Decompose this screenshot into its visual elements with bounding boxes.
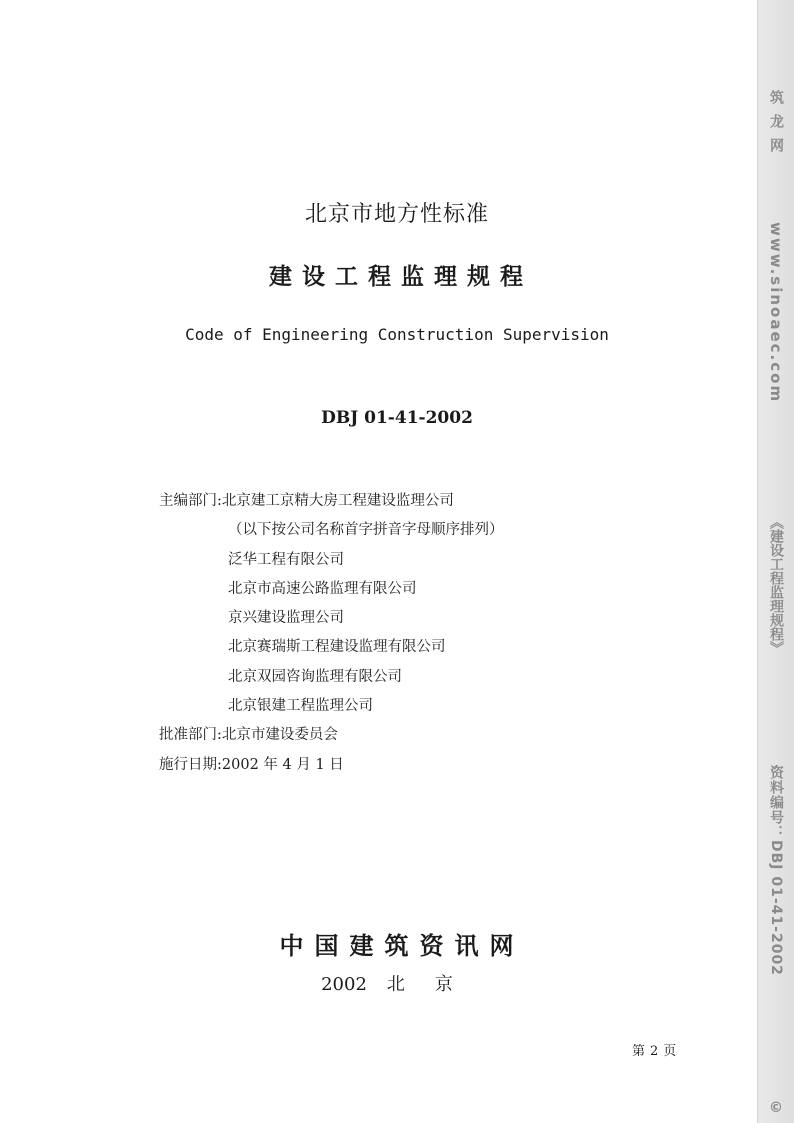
page-number-value: 2: [650, 1044, 659, 1059]
publication-city: 北京: [386, 974, 483, 995]
standard-code: DBJ 01-41-2002: [321, 408, 473, 428]
participant-note: （以下按公司名称首字拼音字母顺序排列）: [228, 522, 504, 539]
sidebar-document-code: 资料编号：DBJ 01-41-2002: [768, 765, 784, 976]
effective-date-row: [159, 751, 504, 780]
approval-row: [159, 721, 504, 750]
effective-date-value: 2002 年 4 月 1 日: [221, 756, 344, 773]
participant-company: 京兴建设监理公司: [228, 610, 344, 627]
chief-editor-label: 主编部门:: [159, 493, 222, 509]
sidebar-url: www.sinoaec.com: [767, 222, 785, 404]
publication-place: [0, 970, 794, 996]
participant-company: 北京双园咨询监理有限公司: [228, 668, 402, 685]
effective-date-label: 施行日期:: [159, 756, 222, 773]
sidebar-book-title: 《建设工程监理规程》: [768, 515, 784, 655]
approval-value: 北京市建设委员会: [221, 727, 338, 744]
chief-editor-row: [159, 487, 504, 516]
page-prefix: 第: [632, 1044, 646, 1059]
participant-company: 北京市高速公路监理有限公司: [228, 580, 417, 597]
document-title: 建设工程监理规程: [269, 263, 533, 290]
english-title: Code of Engineering Construction Supervision: [185, 325, 609, 344]
page-suffix: 页: [663, 1044, 677, 1059]
publication-year: 2002: [321, 974, 367, 995]
page-number: [632, 1040, 676, 1059]
copyright-icon: ©: [768, 1100, 784, 1116]
participant-company: 泛华工程有限公司: [228, 551, 344, 568]
watermark-sidebar: [757, 0, 794, 1123]
participant-company: 北京赛瑞斯工程建设监理有限公司: [228, 639, 446, 656]
approval-label: 批准部门:: [159, 727, 222, 744]
chief-editor-value: 北京建工京精大房工程建设监理公司: [221, 493, 454, 509]
editorial-info: [159, 487, 504, 780]
standard-series: 北京市地方性标准: [304, 202, 489, 227]
sidebar-site-name: 筑龙网: [768, 90, 784, 162]
participant-company: 北京银建工程监理公司: [228, 698, 373, 715]
publisher-name: 中国建筑资讯网: [279, 931, 525, 960]
